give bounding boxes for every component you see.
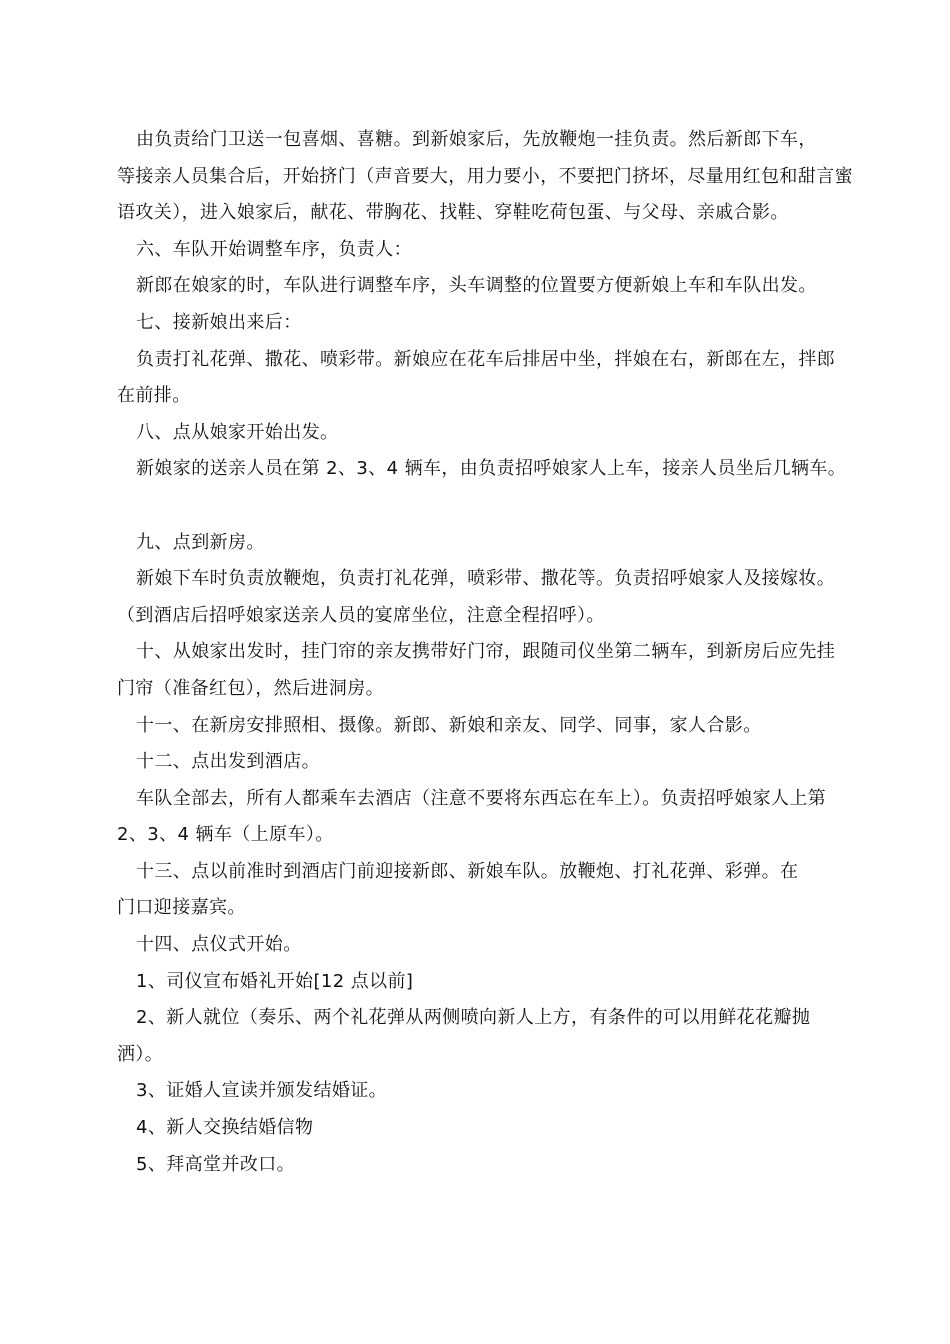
section-heading-12: 十二、点出发到酒店。 — [136, 751, 320, 773]
list-item-continuation: 洒）。 — [117, 1043, 164, 1065]
paragraph-line: 由负责给门卫送一包喜烟、喜糖。到新娘家后，先放鞭炮一挂负责。然后新郎下车， — [136, 129, 817, 150]
section-heading-9: 九、点到新房。 — [136, 531, 265, 553]
paragraph-line: 在前排。 — [117, 385, 191, 407]
paragraph-line: 语攻关），进入娘家后，献花、带胸花、找鞋、穿鞋吃荷包蛋、与父母、亲戚合影。 — [117, 202, 789, 224]
document-body — [117, 122, 852, 1183]
section-heading-8: 八、点从娘家开始出发。 — [136, 421, 339, 443]
section-heading-14: 十四、点仪式开始。 — [136, 934, 302, 956]
paragraph-line: 新娘家的送亲人员在第 2、3、4 辆车，由负责招呼娘家人上车，接亲人员坐后几辆车。 — [136, 458, 847, 480]
paragraph-line: 门帘（准备红包），然后进洞房。 — [117, 677, 384, 699]
section-heading-10: 十、从娘家出发时，挂门帘的亲友携带好门帘，跟随司仪坐第二辆车，到新房后应先挂 — [136, 641, 836, 663]
list-item: 3、证婚人宣读并颁发结婚证。 — [136, 1080, 388, 1102]
paragraph-line: 新娘下车时负责放鞭炮，负责打礼花弹，喷彩带、撒花等。负责招呼娘家人及接嫁妆。 — [136, 568, 836, 590]
section-heading-6: 六、车队开始调整车序，负责人： — [136, 238, 412, 260]
blank-line — [117, 488, 852, 525]
paragraph-line: 车队全部去，所有人都乘车去酒店（注意不要将东西忘在车上）。负责招呼娘家人上第 — [136, 787, 827, 809]
paragraph-line: （到酒店后招呼娘家送亲人员的宴席坐位，注意全程招呼）。 — [117, 604, 605, 626]
paragraph-line: 2、3、4 辆车（上原车）。 — [117, 824, 334, 846]
list-item: 2、新人就位（奏乐、两个礼花弹从两侧喷向新人上方，有条件的可以用鲜花花瓣抛 — [136, 1007, 811, 1029]
list-item: 4、新人交换结婚信物 — [136, 1117, 314, 1139]
paragraph-line: 负责打礼花弹、撒花、喷彩带。新娘应在花车后排居中坐，拌娘在右，新郎在左，拌郎 — [136, 348, 836, 370]
paragraph-line: 门口迎接嘉宾。 — [117, 897, 246, 919]
list-item: 1、司仪宣布婚礼开始[12 点以前] — [136, 970, 414, 992]
section-heading-11: 十一、在新房安排照相、摄像。新郎、新娘和亲友、同学、同事，家人合影。 — [136, 714, 762, 736]
paragraph-line: 新郎在娘家的时，车队进行调整车序，头车调整的位置要方便新娘上车和车队出发。 — [136, 275, 817, 297]
list-item: 5、拜高堂并改口。 — [136, 1153, 296, 1175]
paragraph-line: 等接亲人员集合后，开始挤门（声音要大，用力要小，不要把门挤坏，尽量用红包和甜言蜜 — [117, 165, 853, 187]
section-heading-13: 十三、点以前准时到酒店门前迎接新郎、新娘车队。放鞭炮、打礼花弹、彩弹。在 — [136, 860, 799, 882]
section-heading-7: 七、接新娘出来后： — [136, 311, 302, 333]
